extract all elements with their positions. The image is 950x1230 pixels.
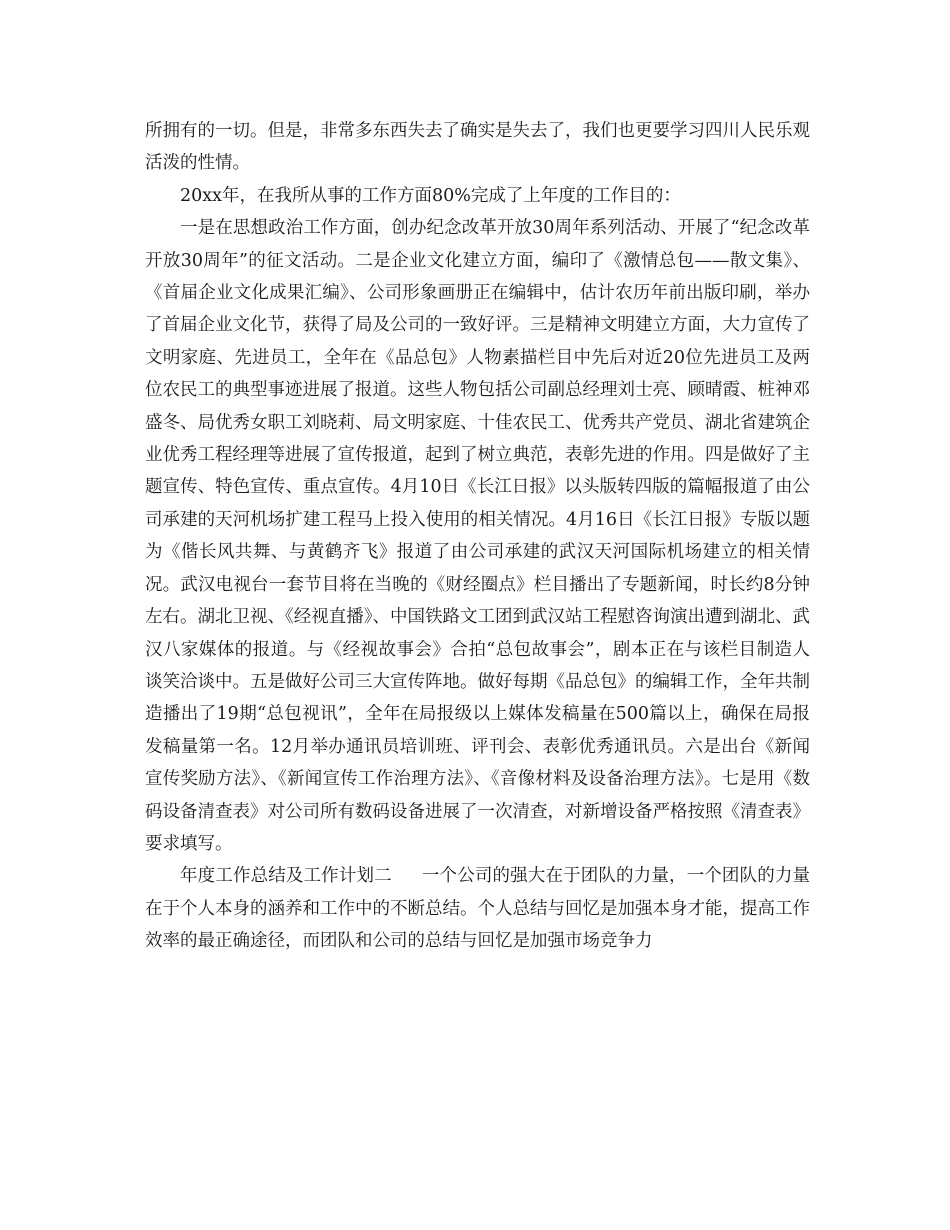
section-heading: 年度工作总结及工作计划二 [180,866,392,887]
paragraph-4 [145,860,810,957]
paragraph-3: 一是在思想政治工作方面，创办纪念改革开放30周年系列活动、开展了“纪念改革开放30周年”的征文活动。二是企业文化建立方面，编印了《激情总包——散文集》、《首届企业文化成果汇编》、公司形象画册正在编辑中，估计农历年前出版印刷，举办了首届企业文化节，获得了局及公司的一致好评。三是精神文明建立方面，大力宣传了文明家庭、先进员工，全年在《品总包》人物素描栏目中先后对近20位先进员工及两位农民工的典型事迹进展了报道。这些人物包括公司副总经理刘士亮、顾晴霞、桩神邓盛冬、局优秀女职工刘晓莉、局文明家庭、十佳农民工、优秀共产党员、湖北省建筑企业优秀工程经理等进展了宣传报道，起到了树立典范，表彰先进的作用。四是做好了主题宣传、特色宣传、重点宣传。4月10日《长江日报》以头版转四版的篇幅报道了由公司承建的天河机场扩建工程马上投入使用的相关情况。4月16日《长江日报》专版以题为《偕长风共舞、与黄鹤齐飞》报道了由公司承建的武汉天河国际机场建立的相关情况。武汉电视台一套节目将在当晚的《财经圈点》栏目播出了专题新闻，时长约8分钟左右。湖北卫视、《经视直播》、中国铁路文工团到武汉站工程慰咨询演出遭到湖北、武汉八家媒体的报道。与《经视故事会》合拍“总包故事会”，剧本正在与该栏目制造人谈笑洽谈中。五是做好公司三大宣传阵地。做好每期《品总包》的编辑工作，全年共制造播出了19期“总包视讯”，全年在局报级以上媒体发稿量在500篇以上，确保在局报发稿量第一名。12月举办通讯员培训班、评刊会、表彰优秀通讯员。六是出台《新闻宣传奖励方法》、《新闻宣传工作治理方法》、《音像材料及设备治理方法》。七是用《数码设备清查表》对公司所有数码设备进展了一次清查，对新增设备严格按照《清查表》要求填写。 [145,218,810,854]
document-body [145,115,810,958]
paragraph-1: 所拥有的一切。但是，非常多东西失去了确实是失去了，我们也更要学习四川人民乐观活泼的性情。 [145,121,810,174]
paragraph-2: 20xx年，在我所从事的工作方面80%完成了上年度的工作目的： [180,185,681,206]
paragraph-4-text: 一个公司的强大在于团队的力量，一个团队的力量在于个人本身的涵养和工作中的不断总结。个人总结与回忆是加强本身才能，提高工作效率的最正确途径，而团队和公司的总结与回忆是加强市场竞争力 [145,866,810,952]
